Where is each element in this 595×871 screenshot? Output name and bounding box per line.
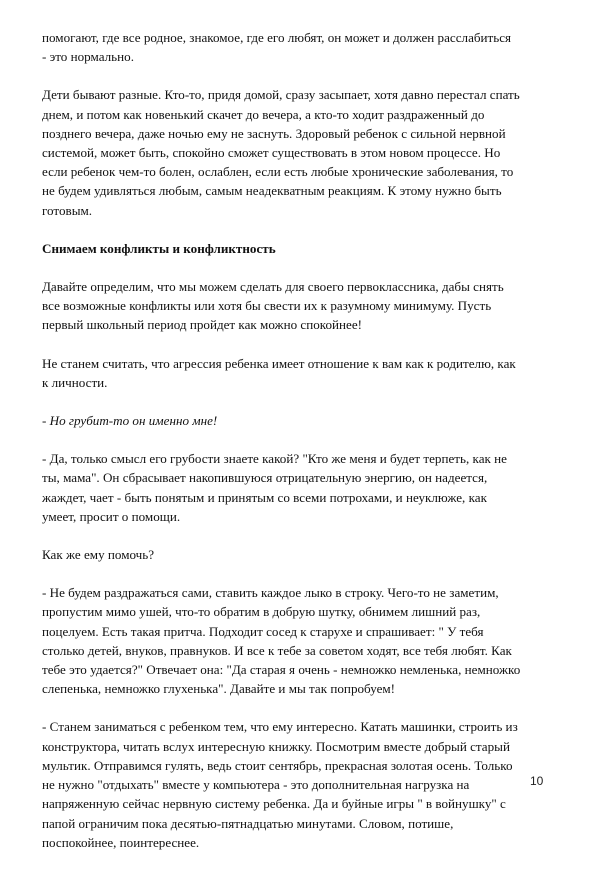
text-line: умеет, просит о помощи. <box>42 508 181 524</box>
paragraph <box>42 717 557 851</box>
text-line: жаждет, чает - быть понятым и принятым со всеми потрохами, и неуклюже, как <box>42 489 487 505</box>
paragraph <box>42 449 557 526</box>
text-line: готовым. <box>42 202 93 218</box>
text-line: поспокойнее, поинтереснее. <box>42 834 200 850</box>
text-line: ты, мама". Он сбрасывает накопившуюся отрицательную энергию, он надеется, <box>42 470 488 486</box>
text-line: днем, и потом как новенький скачет до вечера, а кто-то ходит раздраженный до <box>42 106 485 122</box>
text-line: мультик. Отправимся гулять, ведь стоит сентябрь, прекрасная золотая осень. Только <box>42 757 513 773</box>
text-line: системой, может быть, спокойно сможет существовать в этом новом процессе. Но <box>42 145 501 161</box>
text-line: поцелуем. Есть такая притча. Подходит сосед к старухе и спрашивает: " У тебя <box>42 623 484 639</box>
text-line: слепенька, немножко глухенька". Давайте и мы так попробуем! <box>42 681 396 697</box>
text-line: помогают, где все родное, знакомое, где его любят, он может и должен расслабиться <box>42 30 512 45</box>
text-line: Дети бывают разные. Кто-то, придя домой, сразу засыпает, хотя давно перестал спать <box>42 87 520 103</box>
text-line: - Да, только смысл его грубости знаете какой? "Кто же меня и будет терпеть, как не <box>42 451 507 467</box>
text-line: - Не будем раздражаться сами, ставить каждое лыко в строку. Чего-то не заметим, <box>42 585 499 601</box>
paragraph: Как же ему помочь? <box>42 547 155 563</box>
text-line: Не станем считать, что агрессия ребенка имеет отношение к вам как к родителю, как <box>42 355 516 371</box>
paragraph <box>42 85 557 219</box>
text-line: - это нормально. <box>42 49 134 65</box>
paragraph <box>42 354 557 392</box>
text-line: папой ограничим пока десятью-пятнадцатью минутами. Словом, потише, <box>42 815 454 831</box>
text-line: Давайте определим, что мы можем сделать для своего первоклассника, дабы снять <box>42 279 504 295</box>
paragraph <box>42 583 557 698</box>
paragraph <box>42 28 557 66</box>
text-line: напряженную сейчас нервную систему ребенка. Да и буйные игры " в войнушку" с <box>42 796 506 812</box>
text-line: первый школьный период пройдет как можно спокойнее! <box>42 317 363 333</box>
text-line: к личности. <box>42 374 108 390</box>
text-line: все возможные конфликты или хотя бы свести их к разумному минимуму. Пусть <box>42 298 492 314</box>
quote-paragraph: - Но грубит-то он именно мне! <box>42 413 218 429</box>
text-line: не будем удивляться любым, самым неадекватным реакциям. К этому нужно быть <box>42 183 502 199</box>
page-content <box>42 28 557 871</box>
text-line: - Станем заниматься с ребенком тем, что ему интересно. Катать машинки, строить из <box>42 719 518 735</box>
page-number: 10 <box>530 774 544 788</box>
section-heading: Снимаем конфликты и конфликтность <box>42 240 276 256</box>
text-line: столько детей, внуков, правнуков. И все к тебе за советом ходят, все тебя любят. Как <box>42 642 512 658</box>
text-line: позднего вечера, даже ночью ему не заснуть. Здоровый ребенок с сильной нервной <box>42 125 506 141</box>
text-line: пропустим мимо ушей, что-то обратим в добрую шутку, обнимем лишний раз, <box>42 604 481 620</box>
paragraph <box>42 277 557 335</box>
text-line: не нужно "отдыхать" вместе у компьютера - это дополнительная нагрузка на <box>42 777 470 793</box>
text-line: конструктора, читать вслух интересную книжку. Посмотрим вместе добрый старый <box>42 738 510 754</box>
text-line: тебе это удается?" Отвечает она: "Да старая я очень - немножко немленька, немножко <box>42 662 521 678</box>
text-line: если ребенок чем-то болен, ослаблен, если есть любые хронические заболевания, то <box>42 164 514 180</box>
